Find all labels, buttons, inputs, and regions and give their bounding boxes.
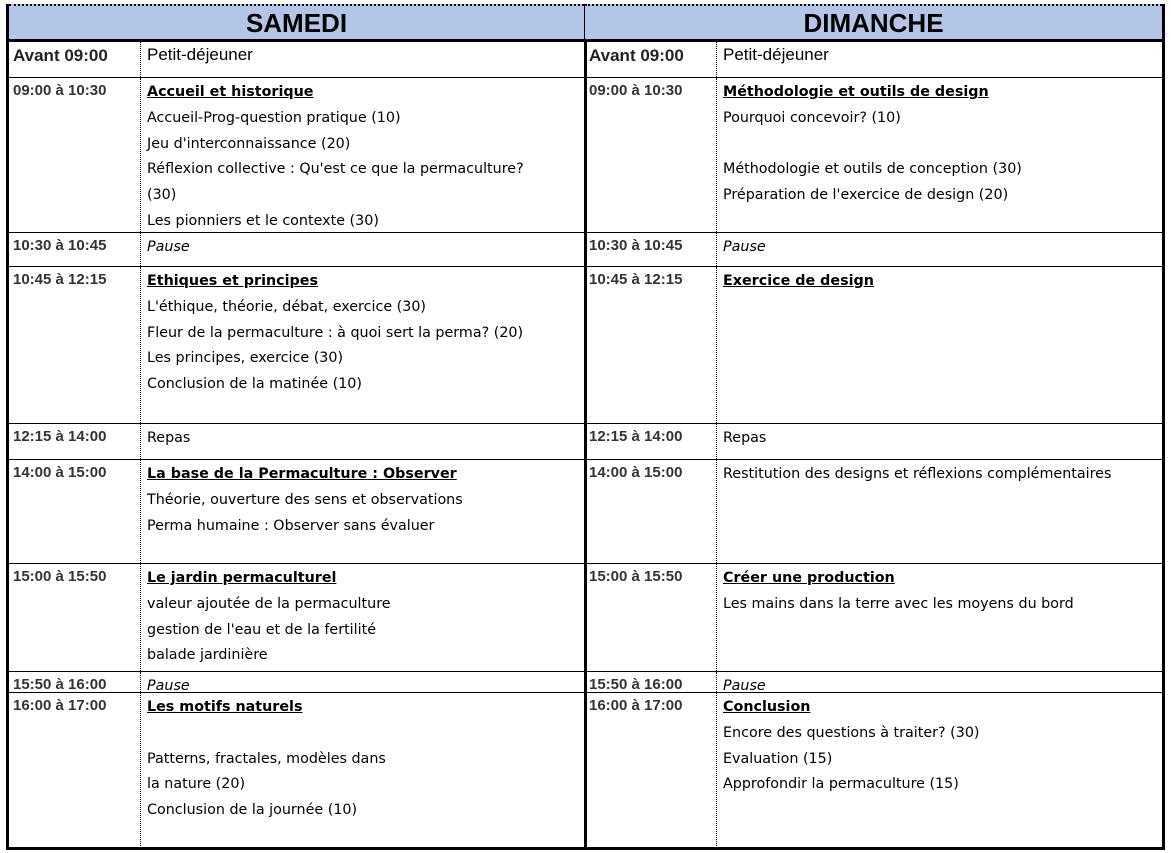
activity-line: Réflexion collective : Qu'est ce que la permaculture?	[147, 161, 524, 178]
time-slot: 09:00 à 10:30	[585, 78, 717, 232]
activity-content	[147, 267, 580, 398]
session-title: Créer une production	[723, 570, 895, 586]
activity-line: Méthodologie et outils de conception (30)	[723, 161, 1022, 178]
activity-line: Petit-déjeuner	[147, 45, 253, 64]
activity-line: Accueil-Prog-question pratique (10)	[147, 109, 401, 126]
day-column-samedi	[6, 4, 587, 850]
schedule-row	[9, 693, 584, 850]
activity-line: Préparation de l'exercice de design (20)	[723, 187, 1009, 204]
activity-line: Conclusion de la matinée (10)	[147, 376, 362, 393]
schedule-row	[585, 672, 1162, 693]
activity-line: Pause	[723, 678, 766, 694]
time-slot: 12:15 à 14:00	[9, 424, 141, 459]
schedule-row	[585, 564, 1162, 672]
activity-content	[147, 564, 580, 669]
activity-content	[147, 78, 580, 235]
session-title: Le jardin permaculturel	[147, 570, 337, 586]
time-slot: 16:00 à 17:00	[9, 693, 141, 850]
activity-content	[147, 693, 580, 824]
activity-content	[723, 460, 1158, 488]
activity-line: Les principes, exercice (30)	[147, 350, 344, 367]
activity-line: Fleur de la permaculture : à quoi sert la perma? (20)	[147, 324, 524, 341]
schedule-row	[9, 42, 584, 78]
session-title: Accueil et historique	[147, 84, 314, 100]
schedule-row	[585, 42, 1162, 78]
activity-line: Jeu d'interconnaissance (20)	[147, 135, 351, 152]
activity-line: (30)	[147, 187, 177, 204]
schedule-row	[585, 460, 1162, 564]
schedule-row	[585, 267, 1162, 424]
time-slot: 09:00 à 10:30	[9, 78, 141, 232]
activity-content	[723, 424, 1158, 452]
session-title: Ethiques et principes	[147, 273, 318, 289]
schedule-row	[9, 564, 584, 672]
activity-line: valeur ajoutée de la permaculture	[147, 595, 391, 612]
time-slot: 15:50 à 16:00	[585, 672, 717, 692]
activity-line: Approfondir la permaculture (15)	[723, 776, 959, 793]
activity-content	[723, 564, 1158, 618]
time-slot: Avant 09:00	[585, 42, 717, 77]
activity-line: Les pionniers et le contexte (30)	[147, 212, 379, 229]
day-column-dimanche	[585, 4, 1165, 850]
time-slot: 15:50 à 16:00	[9, 672, 141, 692]
activity-content	[723, 267, 1158, 295]
time-slot: 10:45 à 12:15	[9, 267, 141, 423]
time-slot: 10:45 à 12:15	[585, 267, 717, 423]
time-slot: Avant 09:00	[9, 42, 141, 77]
time-slot: 10:30 à 10:45	[585, 233, 717, 266]
activity-line: Encore des questions à traiter? (30)	[723, 724, 980, 741]
activity-line: Théorie, ouverture des sens et observations	[147, 491, 463, 508]
activity-line: Restitution des designs et réflexions complémentaires	[723, 466, 1112, 482]
time-slot: 14:00 à 15:00	[9, 460, 141, 563]
day-header: SAMEDI	[9, 4, 584, 42]
time-slot: 16:00 à 17:00	[585, 693, 717, 850]
session-title: Conclusion	[723, 699, 811, 715]
activity-content	[723, 693, 1158, 798]
activity-content	[723, 233, 1158, 261]
schedule-row	[9, 424, 584, 460]
activity-content	[147, 42, 580, 68]
schedule-row	[585, 693, 1162, 850]
time-slot: 15:00 à 15:50	[9, 564, 141, 671]
time-slot: 15:00 à 15:50	[585, 564, 717, 671]
session-title: Exercice de design	[723, 273, 874, 289]
activity-content	[147, 460, 580, 539]
day-header: DIMANCHE	[585, 4, 1162, 42]
schedule-row	[585, 424, 1162, 460]
activity-line: Pause	[147, 678, 190, 694]
schedule-row	[585, 78, 1162, 233]
time-slot: 10:30 à 10:45	[9, 233, 141, 266]
activity-line: Repas	[147, 430, 191, 446]
activity-line: Pourquoi concevoir? (10)	[723, 109, 901, 126]
time-slot: 14:00 à 15:00	[585, 460, 717, 563]
activity-line: L'éthique, théorie, débat, exercice (30)	[147, 298, 427, 315]
session-title: La base de la Permaculture : Observer	[147, 466, 457, 482]
activity-line: balade jardinière	[147, 647, 268, 664]
schedule-row	[9, 267, 584, 424]
activity-line: Repas	[723, 430, 767, 446]
activity-line: Patterns, fractales, modèles dans	[147, 750, 386, 767]
activity-line: Pause	[723, 239, 766, 255]
schedule-row	[9, 672, 584, 693]
activity-content	[723, 78, 1158, 209]
activity-line: Evaluation (15)	[723, 750, 833, 767]
activity-line: la nature (20)	[147, 776, 246, 793]
schedule-row	[585, 233, 1162, 267]
schedule-row	[9, 78, 584, 233]
time-slot: 12:15 à 14:00	[585, 424, 717, 459]
session-title: Méthodologie et outils de design	[723, 84, 989, 100]
activity-line: Pause	[147, 239, 190, 255]
activity-line: gestion de l'eau et de la fertilité	[147, 621, 377, 638]
schedule-row	[9, 460, 584, 564]
activity-content	[147, 233, 580, 261]
activity-line: Conclusion de la journée (10)	[147, 802, 358, 819]
activity-content	[147, 424, 580, 452]
activity-line: Petit-déjeuner	[723, 45, 829, 64]
session-title: Les motifs naturels	[147, 699, 303, 715]
activity-content	[723, 42, 1158, 68]
schedule-row	[9, 233, 584, 267]
activity-line: Perma humaine : Observer sans évaluer	[147, 517, 435, 534]
activity-line: Les mains dans la terre avec les moyens du bord	[723, 595, 1074, 612]
